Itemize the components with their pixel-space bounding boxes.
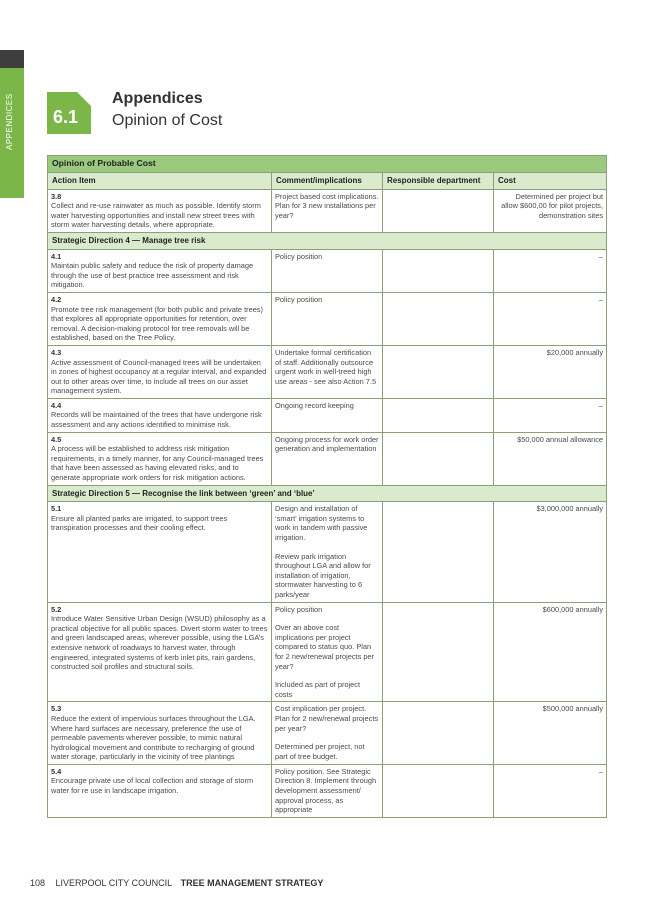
- table-row: [48, 432, 607, 485]
- action-number: 5.3: [51, 704, 62, 714]
- department-cell: [383, 602, 494, 702]
- table-row: [48, 764, 607, 817]
- column-header-cost: Cost: [494, 172, 607, 189]
- department-cell: [383, 702, 494, 765]
- action-cell: [48, 502, 272, 602]
- action-cell: [48, 189, 272, 232]
- page-number: 108: [30, 878, 46, 888]
- cost-cell: $500,000 annually: [494, 702, 607, 765]
- table-row: [48, 189, 607, 232]
- action-cell: [48, 602, 272, 702]
- action-text: Reduce the extent of impervious surfaces throughout the LGA. Where hard surfaces are necessary, preference the use of permeable pavements wherever possible, to mimic natural hydrological movement and contribute to recharging of ground water storage, particularly in the vicinity of tree plantings: [51, 713, 256, 762]
- comment-text: Policy position: [275, 604, 323, 614]
- section-badge: [47, 92, 91, 134]
- footer-organisation: LIVERPOOL CITY COUNCIL: [55, 878, 173, 888]
- action-number: 5.4: [51, 766, 62, 776]
- comment-text: Over an above cost implications per project compared to status quo. Plan for 2 new/renewal projects per year?: [275, 623, 375, 671]
- cost-cell: $3,000,000 annually: [494, 502, 607, 602]
- table-row: [48, 502, 607, 602]
- table-row: [48, 602, 607, 702]
- comment-text: Determined per project, not part of tree budget.: [275, 742, 365, 761]
- side-tab-marker: [0, 50, 24, 68]
- comment-cell: Ongoing record keeping: [272, 398, 383, 432]
- comment-text: Design and installation of ‘smart’ irrigation systems to work in tandem with passive irrigation.: [275, 504, 368, 542]
- action-cell: [48, 764, 272, 817]
- department-cell: [383, 345, 494, 398]
- department-cell: [383, 764, 494, 817]
- footer-document-title: TREE MANAGEMENT STRATEGY: [180, 878, 324, 888]
- cost-cell: –: [494, 249, 607, 292]
- table-row: [48, 345, 607, 398]
- department-cell: [383, 249, 494, 292]
- action-cell: [48, 345, 272, 398]
- strategic-direction-4: Strategic Direction 4 — Manage tree risk: [48, 232, 607, 249]
- action-number: 5.2: [51, 604, 62, 614]
- action-cell: [48, 249, 272, 292]
- opinion-of-cost-table: [47, 155, 607, 818]
- comment-cell: [272, 502, 383, 602]
- comment-cell: [272, 602, 383, 702]
- page-title: Appendices: [112, 90, 203, 107]
- comment-cell: Project based cost implications. Plan for 3 new installations per year?: [272, 189, 383, 232]
- action-text: Introduce Water Sensitive Urban Design (WSUD) philosophy as a practical objective for all public spaces. Divert storm water to trees and green landscaped areas, wherever possible, using the LGA’s extensive network of roadways to harvest water, through engineered, integrated systems of kerb inlet pits, rain gardens, constructed soil profiles and structural soils.: [51, 614, 268, 672]
- cost-cell: $50,000 annual allowance: [494, 432, 607, 485]
- comment-cell: Policy position. See Strategic Direction 8. Implement through development assessment/ approval process, as appropriate: [272, 764, 383, 817]
- action-number: 5.1: [51, 504, 62, 514]
- action-text: Encourage private use of local collection and storage of storm water for re use in landscape irrigation.: [51, 776, 254, 796]
- action-text: Active assessment of Council-managed trees will be undertaken in zones of highest occupancy at a regular interval, and expanded out to other areas over time, to include all trees on our asset management system.: [51, 357, 267, 396]
- comment-text: Included as part of project costs: [275, 680, 361, 699]
- action-cell: [48, 292, 272, 345]
- action-number: 4.4: [51, 400, 62, 410]
- page-subtitle: Opinion of Cost: [112, 112, 223, 129]
- table-row: [48, 292, 607, 345]
- action-cell: [48, 432, 272, 485]
- department-cell: [383, 292, 494, 345]
- table-title: Opinion of Probable Cost: [48, 156, 607, 173]
- action-text: A process will be established to address risk mitigation requirements, in a timely manner, for any Council-managed trees that have been assessed as having elevated risks, and to generate appropriate work orders for risk mitigation actions.: [51, 444, 264, 483]
- action-cell: [48, 702, 272, 765]
- department-cell: [383, 432, 494, 485]
- column-header-comment: Comment/implications: [272, 172, 383, 189]
- comment-cell: [272, 702, 383, 765]
- action-text: Promote tree risk management (for both public and private trees) that explores all appropriate opportunities for retention, over removal. A decision-making protocol for tree removals will be established, based on the Tree Policy.: [51, 304, 263, 343]
- action-number: 3.8: [51, 191, 62, 201]
- department-cell: [383, 398, 494, 432]
- cost-cell: –: [494, 764, 607, 817]
- action-number: 4.2: [51, 294, 62, 304]
- action-text: Maintain public safety and reduce the risk of property damage through the use of best practice tree assessment and risk mitigation.: [51, 261, 254, 290]
- comment-cell: Policy position: [272, 292, 383, 345]
- comment-cell: Ongoing process for work order generation and implementation: [272, 432, 383, 485]
- comment-cell: Policy position: [272, 249, 383, 292]
- page-footer: [30, 878, 323, 888]
- side-tab-label: APPENDICES: [5, 93, 14, 150]
- action-text: Collect and re-use rainwater as much as possible. Identify storm water harvesting opportunities and install new street trees with storm water harvesting details, where appropriate.: [51, 201, 261, 230]
- action-number: 4.1: [51, 251, 62, 261]
- action-cell: [48, 398, 272, 432]
- strategic-direction-5: Strategic Direction 5 — Recognise the link between ‘green’ and ‘blue’: [48, 485, 607, 502]
- action-number: 4.5: [51, 434, 62, 444]
- column-header-action: Action Item: [48, 172, 272, 189]
- action-text: Ensure all planted parks are irrigated, to support trees transpiration processes and their cooling effect.: [51, 513, 228, 533]
- department-cell: [383, 189, 494, 232]
- cost-cell: Determined per project but allow $600,00 for pilot projects, demonstration sites: [494, 189, 607, 232]
- action-text: Records will be maintained of the trees that have undergone risk assessment and any actions identified to minimise risk.: [51, 410, 262, 430]
- table-row: [48, 398, 607, 432]
- cost-cell: –: [494, 292, 607, 345]
- department-cell: [383, 502, 494, 602]
- cost-cell: –: [494, 398, 607, 432]
- cost-cell: $600,000 annually: [494, 602, 607, 702]
- table-row: [48, 249, 607, 292]
- column-header-department: Responsible department: [383, 172, 494, 189]
- comment-cell: Undertake formal certification of staff. Additionally outsource urgent work in well-treed high use areas - see also Action 7.5: [272, 345, 383, 398]
- cost-cell: $20,000 annually: [494, 345, 607, 398]
- action-number: 4.3: [51, 347, 62, 357]
- table-row: [48, 702, 607, 765]
- comment-text: Cost implication per project. Plan for 2 new/renewal projects per year?: [275, 704, 379, 733]
- section-number: 6.1: [53, 107, 79, 127]
- comment-text: Review park irrigation throughout LGA and allow for installation of irrigation, stormwater harvesting to 6 parks/year: [275, 551, 371, 599]
